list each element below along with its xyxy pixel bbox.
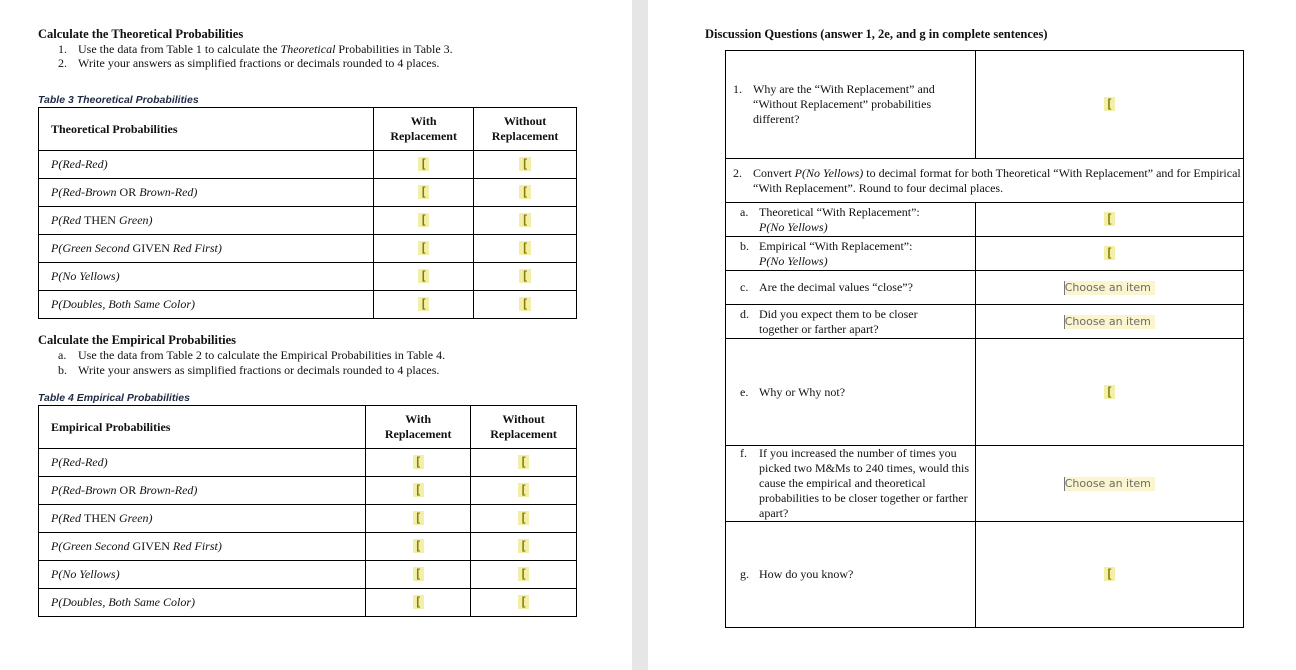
choose-item-dropdown[interactable]: Choose an item: [1064, 315, 1155, 329]
col-line1: Without: [503, 114, 547, 128]
with-replacement-answer[interactable]: [366, 589, 471, 617]
without-replacement-answer[interactable]: [474, 291, 577, 319]
answer-placeholder[interactable]: [: [1105, 212, 1113, 226]
answer-placeholder[interactable]: [: [414, 455, 422, 469]
question-line: How do you know?: [759, 567, 854, 581]
table4-col-with-replacement: [366, 406, 471, 449]
answer-placeholder[interactable]: [: [420, 241, 428, 255]
table3-col-with-replacement: [374, 108, 474, 151]
question-2: [726, 159, 1244, 203]
answer-placeholder[interactable]: [: [420, 213, 428, 227]
question-text: [759, 205, 971, 235]
question-2e: [726, 339, 976, 446]
probability-label: P(Red-Brown OR Brown-Red): [39, 477, 366, 505]
probability-label: P(Doubles, Both Same Color): [39, 291, 374, 319]
col-line1: With: [410, 114, 437, 128]
step-text: Use the data from Table 1 to calculate the: [78, 42, 281, 56]
answer-placeholder[interactable]: [: [1105, 97, 1113, 111]
table4-col-without-replacement: [471, 406, 577, 449]
answer-placeholder[interactable]: [: [521, 297, 529, 311]
question-text: Why are the “With Replacement” and “Without Replacement” probabilities different?: [753, 82, 935, 126]
question-2f: [726, 446, 976, 522]
col-line2: Replacement: [384, 427, 452, 441]
col-line1: With: [405, 412, 432, 426]
answer-placeholder[interactable]: [: [414, 539, 422, 553]
question-number: e.: [740, 384, 749, 399]
question-line: P(No Yellows): [759, 253, 828, 268]
table-row: [39, 151, 577, 179]
sub-question-row: [726, 203, 1244, 237]
question-2b: [726, 237, 976, 271]
with-replacement-answer[interactable]: [374, 151, 474, 179]
table4-empirical-probabilities: [38, 405, 577, 617]
without-replacement-answer[interactable]: [474, 235, 577, 263]
table4-caption: Table 4 Empirical Probabilities: [38, 392, 190, 404]
answer-2a[interactable]: [975, 203, 1243, 237]
sub-question-row: [726, 339, 1244, 446]
answer-placeholder[interactable]: [: [519, 539, 528, 553]
document-page-left: [0, 0, 632, 670]
table-row: [39, 263, 577, 291]
page-gap: [632, 0, 648, 670]
answer-placeholder[interactable]: [: [1105, 567, 1113, 581]
answer-placeholder[interactable]: [: [414, 483, 422, 497]
without-replacement-answer[interactable]: [471, 449, 577, 477]
question-text: [759, 280, 971, 295]
question-2d: [726, 305, 976, 339]
without-replacement-answer[interactable]: [471, 477, 577, 505]
answer-placeholder[interactable]: [: [414, 567, 422, 581]
probability-label: P(Green Second GIVEN Red First): [39, 533, 366, 561]
probability-label: P(Red THEN Green): [39, 505, 366, 533]
table-row: [39, 477, 577, 505]
step-text: Write your answers as simplified fractions or decimals rounded to 4 places.: [78, 363, 440, 377]
with-replacement-answer[interactable]: [374, 179, 474, 207]
col-line2: Replacement: [390, 129, 457, 143]
table4-row-header: Empirical Probabilities: [39, 406, 366, 449]
step-number: 1.: [58, 42, 67, 56]
answer-placeholder[interactable]: [: [1105, 246, 1113, 260]
document-page-right: [648, 0, 1296, 670]
answer-placeholder[interactable]: [: [519, 595, 528, 609]
table3-col-without-replacement: [474, 108, 577, 151]
theoretical-heading: Calculate the Theoretical Probabilities: [38, 27, 244, 41]
answer-placeholder[interactable]: [: [519, 567, 528, 581]
answer-1[interactable]: [975, 51, 1243, 159]
step-number: a.: [58, 348, 67, 362]
probability-label: P(Red-Red): [39, 449, 366, 477]
question-number: c.: [740, 280, 749, 294]
answer-placeholder[interactable]: [: [519, 483, 528, 497]
answer-placeholder[interactable]: [: [521, 213, 529, 227]
without-replacement-answer[interactable]: [474, 263, 577, 291]
question-number: g.: [740, 567, 749, 581]
with-replacement-answer[interactable]: [366, 449, 471, 477]
question-number: a.: [740, 204, 749, 219]
answer-placeholder[interactable]: [: [420, 269, 428, 283]
answer-2b[interactable]: [975, 237, 1243, 271]
with-replacement-answer[interactable]: [366, 561, 471, 589]
answer-placeholder[interactable]: [: [414, 595, 422, 609]
theoretical-step-1: [58, 42, 453, 57]
answer-placeholder[interactable]: [: [1105, 384, 1113, 399]
sub-question-row: [726, 271, 1244, 305]
without-replacement-answer[interactable]: [474, 179, 577, 207]
question-text: Convert P(No Yellows) to decimal format for both Theoretical “With Replacement” and for Empirical “With Replacement”. Round to four decimal places.: [753, 165, 1241, 195]
answer-placeholder[interactable]: [: [414, 511, 422, 525]
step-number: 2.: [58, 56, 67, 70]
empirical-heading: Calculate the Empirical Probabilities: [38, 333, 237, 347]
table-row: [39, 235, 577, 263]
table-row: [39, 449, 577, 477]
question-text: [759, 307, 971, 337]
answer-2f[interactable]: [975, 446, 1243, 522]
with-replacement-answer[interactable]: [374, 291, 474, 319]
choose-item-dropdown[interactable]: Choose an item: [1064, 477, 1155, 491]
question-text: [759, 446, 971, 521]
probability-label: P(No Yellows): [39, 263, 374, 291]
answer-placeholder[interactable]: [: [420, 157, 428, 171]
without-replacement-answer[interactable]: [471, 505, 577, 533]
without-replacement-answer[interactable]: [474, 151, 577, 179]
table-row: [39, 179, 577, 207]
with-replacement-answer[interactable]: [366, 533, 471, 561]
question-2c: [726, 271, 976, 305]
answer-placeholder[interactable]: [: [519, 455, 528, 469]
choose-item-dropdown[interactable]: Choose an item: [1064, 281, 1155, 295]
step-text-rest: Probabilities in Table 3.: [335, 42, 453, 56]
question-line: Did you expect them to be closer: [759, 306, 918, 321]
probability-label: P(Doubles, Both Same Color): [39, 589, 366, 617]
table-row: [39, 561, 577, 589]
answer-placeholder[interactable]: [: [420, 297, 428, 311]
question-2a: [726, 203, 976, 237]
table3-theoretical-probabilities: [38, 107, 577, 319]
without-replacement-answer[interactable]: [471, 533, 577, 561]
discussion-heading: Discussion Questions (answer 1, 2e, and g in complete sentences): [705, 27, 1048, 41]
with-replacement-answer[interactable]: [374, 235, 474, 263]
probability-label: P(Red THEN Green): [39, 207, 374, 235]
table-row: [39, 533, 577, 561]
with-replacement-answer[interactable]: [366, 505, 471, 533]
answer-placeholder[interactable]: [: [521, 241, 529, 255]
question-line: together or farther apart?: [759, 321, 879, 336]
question-text: [759, 567, 971, 582]
probability-label: P(Green Second GIVEN Red First): [39, 235, 374, 263]
table-row: [39, 291, 577, 319]
question-number: 1.: [733, 82, 742, 96]
answer-placeholder[interactable]: [: [521, 157, 529, 171]
table3-row-header: Theoretical Probabilities: [39, 108, 374, 151]
table3-caption: Table 3 Theoretical Probabilities: [38, 94, 199, 106]
without-replacement-answer[interactable]: [474, 207, 577, 235]
empirical-step-a: [58, 348, 445, 363]
question-text: [759, 385, 971, 400]
answer-placeholder[interactable]: [: [420, 185, 428, 199]
sub-question-row: [726, 522, 1244, 628]
question-number: f.: [740, 446, 747, 460]
table-row: [39, 207, 577, 235]
step-text: Use the data from Table 2 to calculate the Empirical Probabilities in Table 4.: [78, 348, 446, 362]
question-line: Empirical “With Replacement”:: [759, 238, 913, 253]
without-replacement-answer[interactable]: [471, 589, 577, 617]
discussion-table: [725, 50, 1244, 628]
question-line: Theoretical “With Replacement”:: [759, 204, 920, 219]
question-1: [726, 51, 976, 159]
question-number: d.: [740, 306, 749, 321]
probability-label: P(Red-Brown OR Brown-Red): [39, 179, 374, 207]
step-text: Write your answers as simplified fractions or decimals rounded to 4 places.: [78, 56, 440, 70]
with-replacement-answer[interactable]: [366, 477, 471, 505]
answer-2g[interactable]: [975, 522, 1243, 628]
with-replacement-answer[interactable]: [374, 207, 474, 235]
step-number: b.: [58, 363, 67, 377]
answer-2c[interactable]: [975, 271, 1243, 305]
sub-question-row: [726, 237, 1244, 271]
answer-placeholder[interactable]: [: [519, 511, 528, 525]
question-2g: [726, 522, 976, 628]
empirical-step-b: [58, 363, 439, 378]
answer-placeholder[interactable]: [: [521, 185, 529, 199]
question-line: Are the decimal values “close”?: [759, 280, 913, 294]
col-line2: Replacement: [490, 427, 557, 441]
table-row: [39, 589, 577, 617]
answer-2e[interactable]: [975, 339, 1243, 446]
sub-question-row: [726, 446, 1244, 522]
col-line2: Replacement: [491, 129, 559, 143]
sub-question-row: [726, 305, 1244, 339]
question-line: P(No Yellows): [759, 219, 828, 234]
table-row: [39, 505, 577, 533]
with-replacement-answer[interactable]: [374, 263, 474, 291]
step-text-italic: Theoretical: [280, 42, 336, 56]
question-number: b.: [740, 238, 749, 253]
theoretical-step-2: [58, 56, 439, 71]
question-text: [759, 239, 971, 269]
answer-placeholder[interactable]: [: [521, 269, 529, 283]
probability-label: P(No Yellows): [39, 561, 366, 589]
without-replacement-answer[interactable]: [471, 561, 577, 589]
answer-2d[interactable]: [975, 305, 1243, 339]
question-line: Why or Why not?: [759, 384, 846, 399]
probability-label: P(Red-Red): [39, 151, 374, 179]
col-line1: Without: [502, 412, 545, 426]
question-line: If you increased the number of times you picked two M&Ms to 240 times, would this cause the empirical and theoretical probabilities to be closer together or farther apart?: [759, 446, 969, 520]
question-number: 2.: [733, 165, 742, 180]
